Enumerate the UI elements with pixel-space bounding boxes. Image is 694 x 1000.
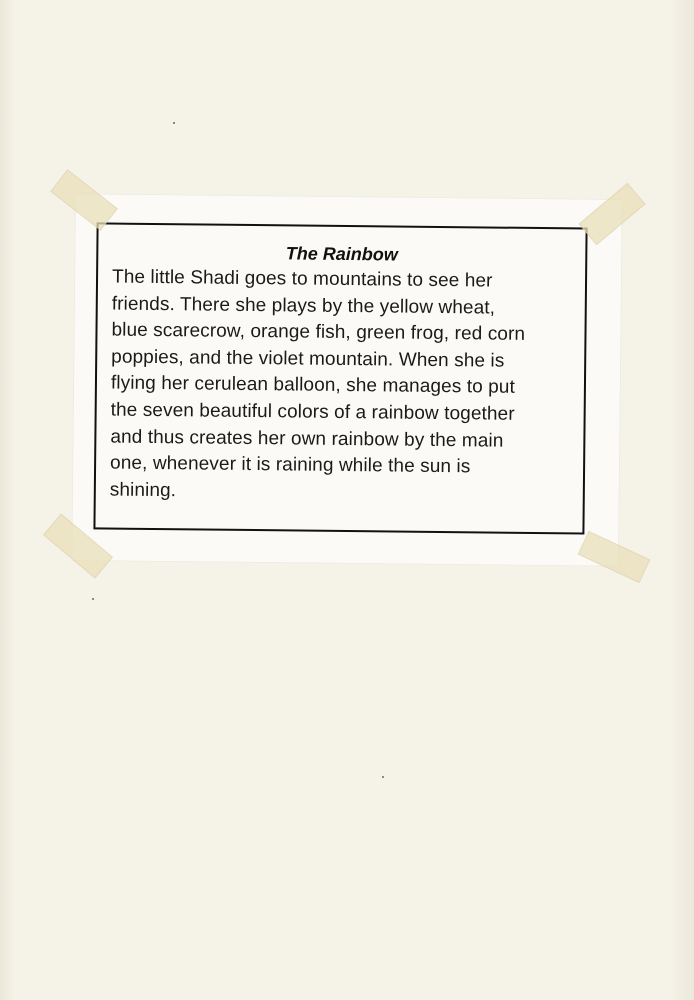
story-line: The little Shadi goes to mountains to see her <box>111 266 493 292</box>
story-line: flying her cerulean balloon, she manages to put <box>110 372 516 399</box>
paper-speck <box>92 598 94 600</box>
story-card <box>72 194 622 566</box>
story-line: shining. <box>109 479 177 501</box>
story-text <box>110 265 580 509</box>
story-line: one, whenever it is raining while the sun is <box>110 452 471 478</box>
paper-speck <box>382 776 384 778</box>
story-frame <box>93 222 587 534</box>
story-line: and thus creates her own rainbow by the main <box>110 426 504 452</box>
story-line: friends. There she plays by the yellow wheat, <box>111 293 496 319</box>
story-line: poppies, and the violet mountain. When she is <box>111 346 505 372</box>
story-title: The Rainbow <box>285 243 398 265</box>
story-line: blue scarecrow, orange fish, green frog, red corn <box>111 319 526 346</box>
story-line: the seven beautiful colors of a rainbow together <box>110 399 515 425</box>
paper-speck <box>173 122 175 124</box>
